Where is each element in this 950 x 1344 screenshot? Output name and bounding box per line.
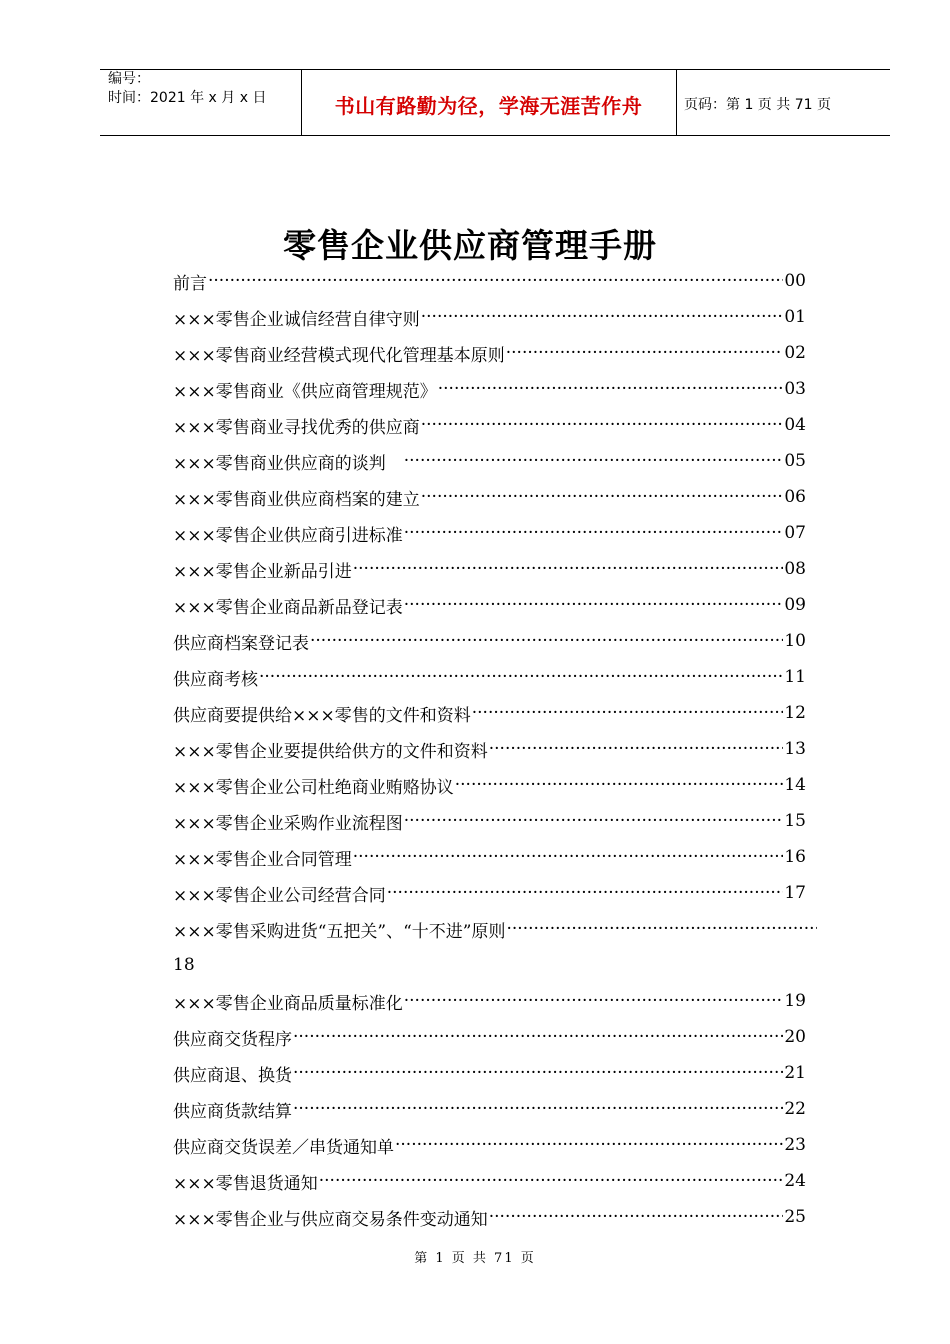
toc-entry[interactable]: [173, 263, 806, 299]
toc-entry[interactable]: [173, 1127, 806, 1163]
toc-entry-title: ×××零售采购进货“五把关”、“十不进”原则: [173, 921, 506, 942]
toc-entry[interactable]: [173, 659, 806, 695]
toc-leader-dots: [259, 667, 783, 687]
toc-entry-page: 10: [784, 631, 806, 651]
toc-entry[interactable]: [173, 839, 806, 875]
toc-entry-page: 22: [784, 1099, 806, 1119]
toc-entry-title: ×××零售商业经营模式现代化管理基本原则: [173, 345, 505, 366]
toc-leader-dots: [404, 811, 784, 831]
toc-entry[interactable]: [173, 767, 806, 803]
toc-entry-page: 04: [784, 415, 806, 435]
toc-entry-title: 供应商要提供给×××零售的文件和资料: [173, 705, 471, 726]
toc-entry-page: 05: [784, 451, 806, 471]
toc-entry-page: 15: [784, 811, 806, 831]
toc-entry-title: 供应商退、换货: [173, 1065, 292, 1086]
toc-entry[interactable]: [173, 407, 806, 443]
header-page-info: 页码：第 1 页 共 71 页: [684, 97, 831, 113]
toc-entry-page: 02: [784, 343, 806, 363]
toc-entry[interactable]: [173, 1199, 806, 1235]
toc-entry[interactable]: [173, 695, 806, 731]
toc-entry[interactable]: [173, 515, 806, 551]
toc-entry[interactable]: [173, 1055, 806, 1091]
toc-leader-dots: [489, 739, 784, 759]
toc-entry[interactable]: [173, 335, 806, 371]
toc-entry-title: 供应商交货误差／串货通知单: [173, 1137, 394, 1158]
toc-entry[interactable]: [173, 1019, 806, 1055]
header-meta: [108, 70, 266, 108]
toc-entry-title: ×××零售企业要提供给供方的文件和资料: [173, 741, 488, 762]
toc-leader-dots: [208, 271, 783, 291]
toc-entry[interactable]: [173, 911, 818, 947]
toc-entry-page: 14: [784, 775, 806, 795]
toc-leader-dots: [310, 631, 783, 651]
toc-entry[interactable]: [173, 551, 806, 587]
toc-entry-page: 13: [784, 739, 806, 759]
toc-entry-title: ×××零售企业采购作业流程图: [173, 813, 403, 834]
toc-entry[interactable]: [173, 371, 806, 407]
toc-entry-title: 供应商货款结算: [173, 1101, 292, 1122]
toc-entry-page: 18: [173, 955, 195, 975]
document-title: 零售企业供应商管理手册: [283, 226, 657, 265]
toc-leader-dots: [472, 703, 784, 723]
toc-entry-page: 25: [784, 1207, 806, 1227]
toc-entry-continuation: [173, 947, 806, 983]
toc-entry-page: 01: [784, 307, 806, 327]
toc-entry-title: ×××零售企业商品质量标准化: [173, 993, 403, 1014]
toc-entry-title: 供应商考核: [173, 669, 258, 690]
toc-entry-title: 供应商档案登记表: [173, 633, 309, 654]
toc-entry-title: ×××零售企业诚信经营自律守则: [173, 309, 420, 330]
toc-leader-dots: [404, 451, 784, 471]
toc-entry-page: 16: [784, 847, 806, 867]
toc-entry[interactable]: [173, 803, 806, 839]
toc-entry[interactable]: [173, 1163, 806, 1199]
number-label: 编号：: [108, 71, 150, 87]
toc-leader-dots: [293, 1063, 783, 1083]
toc-leader-dots: [421, 415, 784, 435]
toc-leader-dots: [507, 919, 818, 939]
toc-leader-dots: [455, 775, 784, 795]
toc-entry[interactable]: [173, 623, 806, 659]
toc-entry-page: 20: [784, 1027, 806, 1047]
toc-entry-title: ×××零售企业与供应商交易条件变动通知: [173, 1209, 488, 1230]
toc-entry-title: ×××零售企业合同管理: [173, 849, 352, 870]
toc-entry-title: ×××零售企业新品引进: [173, 561, 352, 582]
toc-entry-page: 08: [784, 559, 806, 579]
toc-leader-dots: [293, 1027, 783, 1047]
toc-entry-page: 03: [784, 379, 806, 399]
toc-entry-page: 07: [784, 523, 806, 543]
toc-entry-page: 00: [784, 271, 806, 291]
toc-leader-dots: [506, 343, 784, 363]
toc-entry-title: ×××零售企业公司经营合同: [173, 885, 386, 906]
toc-leader-dots: [421, 487, 784, 507]
table-of-contents: [173, 263, 806, 1235]
toc-entry-page: 23: [784, 1135, 806, 1155]
toc-entry-title: ×××零售企业供应商引进标准: [173, 525, 403, 546]
toc-leader-dots: [293, 1099, 783, 1119]
time-label: 时间：2021 年 x 月 x 日: [108, 90, 267, 106]
page-footer: 第 1 页 共 71 页: [414, 1251, 536, 1266]
toc-entry-title: ×××零售企业商品新品登记表: [173, 597, 403, 618]
toc-entry-title: ×××零售企业公司杜绝商业贿赂协议: [173, 777, 454, 798]
toc-entry[interactable]: [173, 479, 806, 515]
toc-leader-dots: [421, 307, 784, 327]
toc-entry-page: 09: [784, 595, 806, 615]
toc-entry-title: ×××零售商业寻找优秀的供应商: [173, 417, 420, 438]
toc-entry[interactable]: [173, 731, 806, 767]
toc-entry-page: 21: [784, 1063, 806, 1083]
toc-entry-page: 19: [784, 991, 806, 1011]
toc-leader-dots: [387, 883, 784, 903]
toc-entry[interactable]: [173, 299, 806, 335]
toc-leader-dots: [438, 379, 784, 399]
toc-entry-title: ×××零售商业《供应商管理规范》: [173, 381, 437, 402]
toc-leader-dots: [319, 1171, 784, 1191]
toc-entry-page: 06: [784, 487, 806, 507]
header-motto: 书山有路勤为径，学海无涯苦作舟: [334, 94, 643, 118]
toc-entry-page: 24: [784, 1171, 806, 1191]
toc-leader-dots: [404, 523, 784, 543]
toc-entry[interactable]: [173, 587, 806, 623]
toc-leader-dots: [353, 847, 784, 867]
toc-entry-title: ×××零售退货通知: [173, 1173, 318, 1194]
toc-entry-page: 17: [784, 883, 806, 903]
header-bottom-rule: [100, 135, 890, 136]
header-divider: [676, 69, 677, 136]
toc-leader-dots: [404, 991, 784, 1011]
toc-leader-dots: [395, 1135, 783, 1155]
toc-entry-title: 供应商交货程序: [173, 1029, 292, 1050]
toc-leader-dots: [353, 559, 784, 579]
toc-entry-title: ×××零售商业供应商档案的建立: [173, 489, 420, 510]
toc-entry[interactable]: [173, 443, 806, 479]
toc-entry-title: 前言: [173, 273, 207, 294]
toc-leader-dots: [489, 1207, 784, 1227]
toc-entry-page: 12: [784, 703, 806, 723]
toc-entry[interactable]: [173, 983, 806, 1019]
toc-entry[interactable]: [173, 875, 806, 911]
toc-entry-title: ×××零售商业供应商的谈判: [173, 453, 403, 474]
toc-entry[interactable]: [173, 1091, 806, 1127]
toc-entry-page: 11: [784, 667, 806, 687]
toc-leader-dots: [404, 595, 784, 615]
